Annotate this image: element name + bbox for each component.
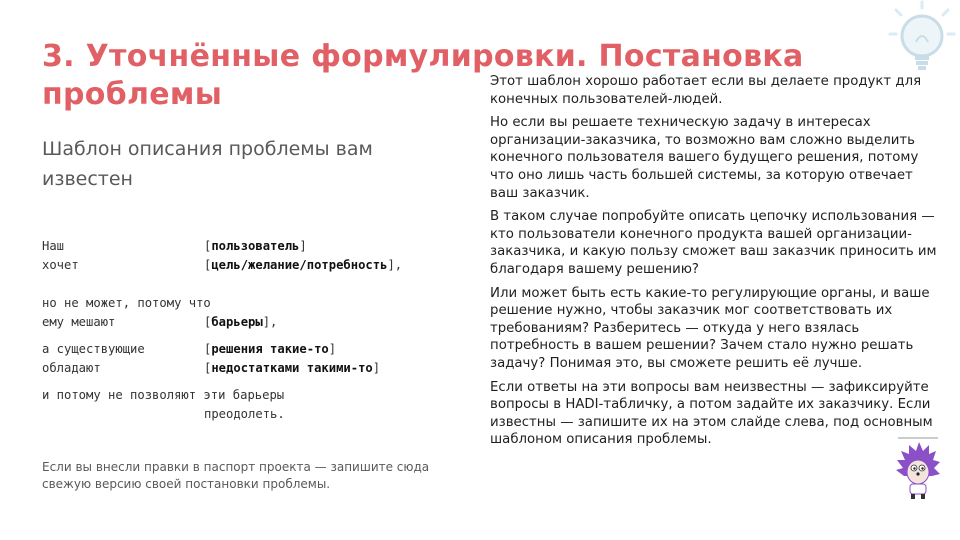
paragraph: Этот шаблон хорошо работает если вы делаете продукт для конечных пользователей-людей. [490, 74, 922, 107]
paragraph: Или может быть есть какие-то регулирующие органы, и ваше решение нужно, чтобы заказчик мог соответствовать их требованиям? Разберитесь — откуда у него взялась потребность в вашем решении? Зачем стало нужно решать задачу? Понимая это, вы сможете решить её лучше. [490, 285, 930, 371]
template-row [42, 294, 482, 313]
paragraph: В таком случае попробуйте описать цепочку использования — кто пользователи конечного продукта вашей организации-заказчика, и какую пользу сможет ваш заказчик приносить им благодаря вашему решению? [490, 209, 937, 277]
template-key: хочет [42, 258, 79, 272]
template-row [42, 386, 482, 405]
hedgehog-icon [894, 432, 942, 500]
lightbulb-icon [888, 0, 956, 80]
template-row: а существующие [решения такие-то] [42, 340, 482, 359]
template-value: пользователь [211, 239, 300, 253]
footnote: Если вы внесли правки в паспорт проекта — запишите сюда свежую версию своей постановки проблемы. [42, 460, 430, 491]
template-row: обладают [недостатками такими-то] [42, 359, 482, 378]
template-key: ему мешают [42, 315, 116, 329]
explanation-text [490, 73, 940, 455]
problem-template [42, 237, 482, 424]
template-value: преодолеть. [204, 407, 285, 421]
slide-title: 3. Уточнённые формулировки. Постановка проблемы [42, 39, 804, 112]
slide-subtitle: Шаблон описания проблемы вам известен [42, 138, 373, 190]
template-key: обладают [42, 361, 101, 375]
template-value: барьеры [211, 315, 263, 329]
template-key: и потому не позволяют эти барьеры [42, 388, 285, 402]
template-row: ему мешают [барьеры], [42, 313, 482, 332]
template-value: недостатками такими-то [211, 361, 373, 375]
template-key: но не может, потому что [42, 296, 211, 310]
paragraph: Но если вы решаете техническую задачу в интересах организации-заказчика, то возможно вам сложно выделить конечного пользователя вашего будущего решения, потому что оно лишь часть большей системы, за которую отвечает ваш заказчик. [490, 115, 919, 201]
template-key: Наш [42, 239, 65, 253]
template-row [42, 405, 482, 424]
template-value: решения такие-то [211, 342, 329, 356]
template-value: цель/желание/потребность [211, 258, 388, 272]
template-key: а существующие [42, 342, 145, 356]
template-row: хочет [цель/желание/потребность], [42, 256, 482, 275]
paragraph: Если ответы на эти вопросы вам неизвестны — зафиксируйте вопросы в HADI-табличку, а потом задайте их заказчику. Если известны — запишите их на этом слайде слева, под основным шаблоном описания проблемы. [490, 379, 933, 448]
template-row: Наш [пользователь] [42, 237, 482, 256]
